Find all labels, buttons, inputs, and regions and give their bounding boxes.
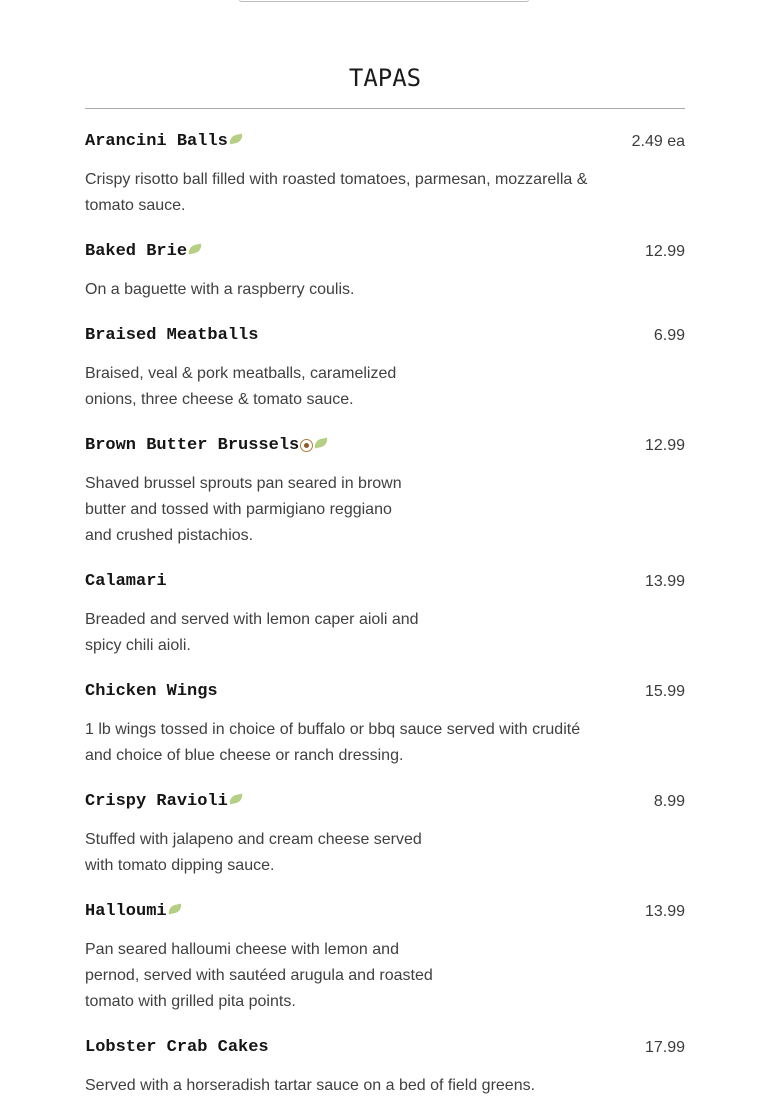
item-name: Crispy Ravioli <box>85 792 228 811</box>
item-description: Served with a horseradish tartar sauce on a bed of field greens. <box>85 1077 536 1094</box>
vegetarian-leaf-icon <box>167 904 182 915</box>
menu-item <box>85 1015 685 1099</box>
item-description: Crispy risotto ball filled with roasted tomatoes, parmesan, mozzarella & tomato sauce. <box>85 171 588 214</box>
item-description: Braised, veal & pork meatballs, caramelized onions, three cheese & tomato sauce. <box>85 365 397 408</box>
menu-item <box>85 219 685 303</box>
item-price: 8.99 <box>653 793 685 810</box>
item-price: 13.99 <box>644 573 685 590</box>
gluten-free-icon <box>300 439 313 452</box>
item-price: 12.99 <box>644 243 685 260</box>
menu-item <box>85 879 685 1015</box>
item-price: 12.99 <box>644 437 685 454</box>
item-name: Chicken Wings <box>85 682 218 701</box>
menu-item <box>85 659 685 769</box>
section-title: TAPAS <box>348 64 422 92</box>
vegetarian-leaf-icon <box>228 794 243 805</box>
menu-item <box>85 769 685 879</box>
item-name: Calamari <box>85 572 167 591</box>
item-name: Braised Meatballs <box>85 326 259 345</box>
vegetarian-leaf-icon <box>314 438 329 449</box>
item-price: 6.99 <box>653 327 685 344</box>
item-name: Lobster Crab Cakes <box>85 1038 269 1057</box>
menu-item <box>85 413 685 549</box>
item-name: Brown Butter Brussels <box>85 436 300 455</box>
item-name: Baked Brie <box>85 242 188 261</box>
item-description: Breaded and served with lemon caper aioli and spicy chili aioli. <box>85 611 419 654</box>
item-name: Arancini Balls <box>85 132 228 151</box>
item-description: 1 lb wings tossed in choice of buffalo or bbq sauce served with crudité and choice of blue cheese or ranch dressing. <box>85 721 581 764</box>
item-description: Stuffed with jalapeno and cream cheese served with tomato dipping sauce. <box>85 831 422 874</box>
vegetarian-leaf-icon <box>187 244 202 255</box>
item-description: Pan seared halloumi cheese with lemon and pernod, served with sautéed arugula and roasted tomato with grilled pita points. <box>85 941 433 1010</box>
menu-item <box>85 109 685 219</box>
tapas-menu <box>85 0 685 1099</box>
item-description: Shaved brussel sprouts pan seared in brown butter and tossed with parmigiano reggiano and crushed pistachios. <box>85 475 402 544</box>
menu-item <box>85 549 685 659</box>
item-price: 2.49 ea <box>631 133 685 150</box>
item-price: 17.99 <box>644 1039 685 1056</box>
menu-item <box>85 303 685 413</box>
item-description: On a baguette with a raspberry coulis. <box>85 281 355 298</box>
item-price: 15.99 <box>644 683 685 700</box>
item-price: 13.99 <box>644 903 685 920</box>
item-name: Halloumi <box>85 902 167 921</box>
vegetarian-leaf-icon <box>228 134 243 145</box>
